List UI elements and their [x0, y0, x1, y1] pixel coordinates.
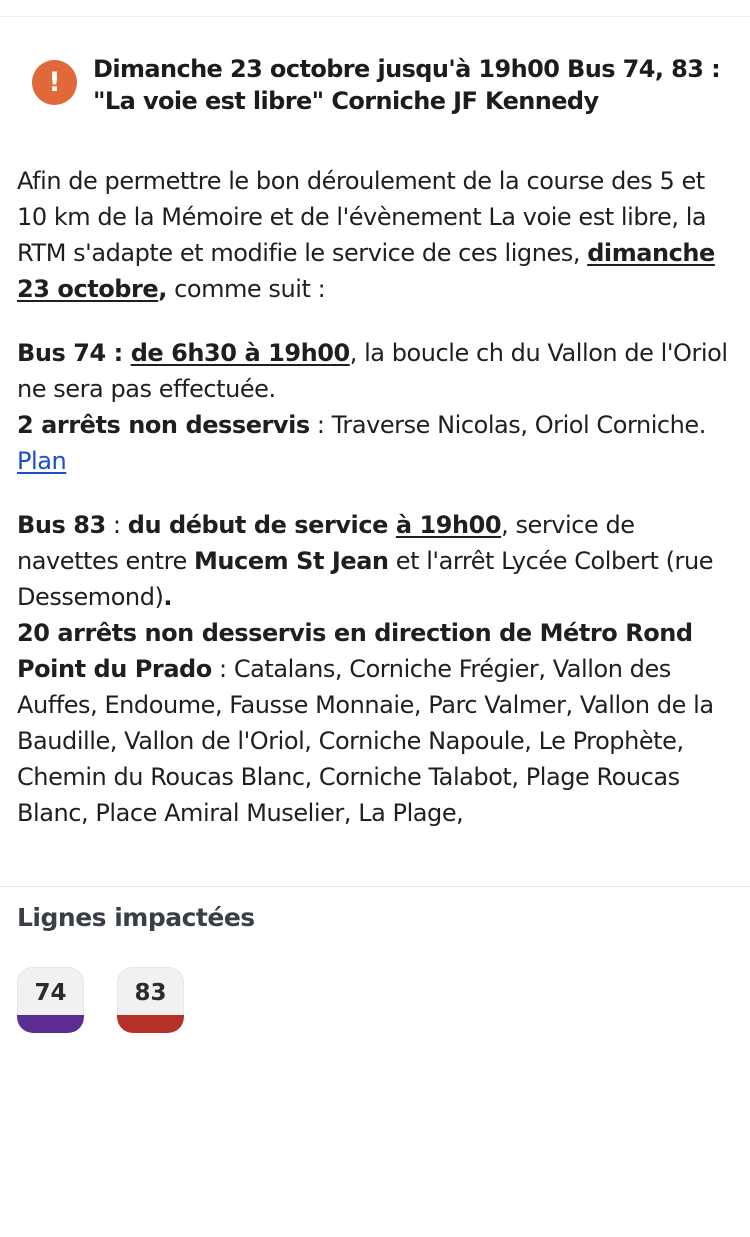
line-number: 74: [34, 980, 67, 1006]
bus83-time-start: du début de service: [127, 511, 396, 539]
bus83-sep: :: [105, 511, 128, 539]
bus83-stops-text: : Catalans, Corniche Frégier, Vallon des Auffes, Endoume, Fausse Monnaie, Parc Valmer, Vallon de la Baudille, Vallon de l'Oriol, Corniche Napoule, Le Prophète, Chemin du Roucas Blanc, Corniche Talabot, Plage Roucas Blanc, Place Amiral Muselier, La Plage,: [17, 655, 714, 827]
bus74-time: de 6h30 à 19h00: [130, 339, 350, 367]
intro-text: Afin de permettre le bon déroulement de la course des 5 et 10 km de la Mémoire et de l'évènement La voie est libre, la RTM s'adapte et modifie le service de ces lignes,: [17, 167, 707, 267]
bus83-stop-mucem: Mucem St Jean: [193, 547, 389, 575]
impacted-lines-title: Lignes impactées: [17, 903, 255, 932]
intro-comma: ,: [158, 275, 167, 303]
exclamation-icon: !: [32, 60, 77, 105]
line-color-bar: [117, 1015, 184, 1033]
alert-body: [17, 163, 739, 1237]
bus74-stops-label: 2 arrêts non desservis: [17, 411, 310, 439]
line-chip-74[interactable]: [17, 967, 84, 1033]
bus74-stops-text: : Traverse Nicolas, Oriol Corniche.: [309, 411, 706, 439]
alert-title: Dimanche 23 octobre jusqu'à 19h00 Bus 74, 83 : "La voie est libre" Corniche JF Kennedy: [93, 55, 721, 115]
bus74-text: , la boucle ch du Vallon de l'Oriol ne sera pas effectuée.: [17, 339, 728, 403]
bus83-text: , service de navettes entre: [17, 511, 635, 575]
line-color-bar: [17, 1015, 84, 1033]
line-chip-83[interactable]: [117, 967, 184, 1033]
intro-text-end: comme suit :: [166, 275, 326, 303]
bus83-label: Bus 83: [17, 511, 106, 539]
bus83-dot: .: [163, 583, 173, 611]
bus83-text-c: et l'arrêt Lycée Colbert (rue Dessemond): [17, 547, 714, 611]
bus83-stops-label: 20 arrêts non desservis en direction de Métro Rond Point du Prado: [17, 619, 693, 683]
bus74-paragraph: [17, 335, 739, 479]
section-divider: [0, 886, 750, 887]
intro-date: dimanche 23 octobre: [17, 239, 715, 303]
bus74-label: Bus 74 :: [17, 339, 131, 367]
intro-paragraph: [17, 163, 739, 307]
line-number: 83: [134, 980, 167, 1006]
bus83-time-end: à 19h00: [395, 511, 502, 539]
bus83-paragraph: [17, 507, 739, 1209]
top-divider: [0, 16, 750, 17]
plan-link[interactable]: Plan: [17, 447, 67, 475]
